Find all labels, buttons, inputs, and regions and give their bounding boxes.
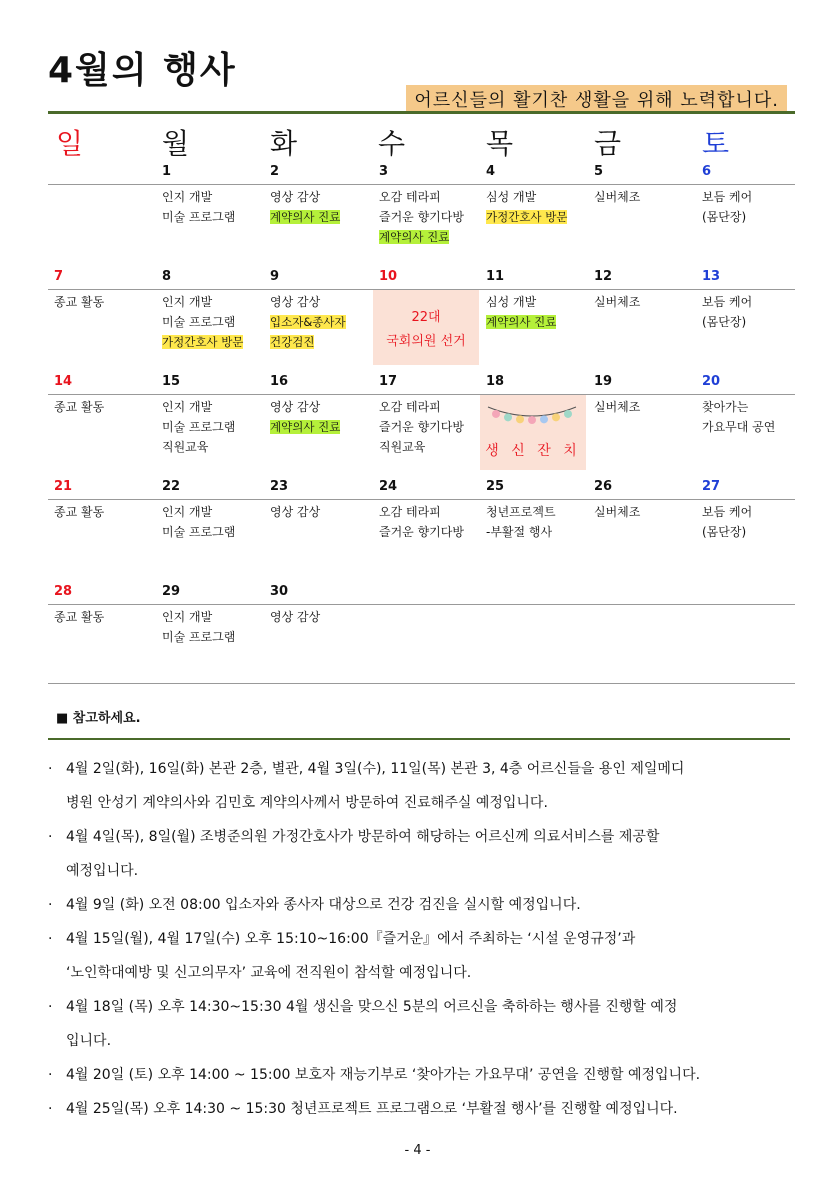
note-line	[48, 1058, 793, 1092]
weekday-2: 화	[270, 127, 298, 160]
bullet-icon: ·	[48, 999, 53, 1015]
activity-text: 영상 감상	[270, 295, 321, 309]
day-number: 1	[162, 164, 172, 179]
activity-item	[270, 187, 340, 207]
weekday-3: 수	[378, 127, 406, 160]
activity-text: 오감 테라피	[379, 190, 441, 204]
day-number: 6	[702, 164, 712, 179]
day-cell	[48, 475, 154, 575]
activity-item	[162, 332, 243, 352]
activity-item	[162, 292, 243, 312]
activity-list	[162, 187, 235, 227]
reference-heading: ■ 참고하세요.	[56, 711, 141, 726]
activity-item	[270, 502, 320, 522]
activity-item	[594, 187, 640, 207]
activity-list	[702, 502, 752, 542]
day-number: 11	[486, 269, 505, 284]
calendar-week	[48, 370, 795, 470]
activity-text: 찾아가는	[702, 400, 749, 414]
activity-item	[486, 522, 556, 542]
activity-list	[379, 397, 464, 457]
activity-text: 실버체조	[594, 190, 641, 204]
activity-text: (몸단장)	[702, 315, 747, 329]
activity-text: 인지 개발	[162, 295, 213, 309]
day-number: 17	[379, 374, 398, 389]
day-number: 27	[702, 479, 721, 494]
activity-text: 심성 개발	[486, 190, 537, 204]
activity-text: 가정간호사 방문	[486, 210, 568, 224]
day-number: 18	[486, 374, 505, 389]
day-number: 4	[486, 164, 496, 179]
activity-text: 종교 활동	[54, 400, 105, 414]
day-cell	[373, 475, 479, 575]
note-line	[48, 752, 793, 786]
activity-text: 영상 감상	[270, 190, 321, 204]
activity-list	[162, 292, 243, 352]
note-text: 예정입니다.	[66, 863, 139, 879]
day-cell	[480, 370, 586, 470]
activity-text: 직원교육	[379, 440, 426, 454]
bullet-icon: ·	[48, 761, 53, 777]
day-cell	[480, 475, 586, 575]
day-cell	[480, 580, 586, 680]
day-number: 30	[270, 584, 289, 599]
activity-item	[702, 207, 752, 227]
activity-text: 즐거운 향기다방	[379, 420, 464, 434]
day-number: 15	[162, 374, 181, 389]
activity-list	[702, 292, 752, 332]
day-cell	[588, 160, 694, 260]
activity-list	[594, 187, 640, 207]
activity-text: 즐거운 향기다방	[379, 525, 464, 539]
activity-item	[702, 417, 775, 437]
note-text: 4월 18일 (목) 오후 14:30~15:30 4월 생신을 맞으신 5분의 어르신을 축하하는 행사를 진행할 예정	[66, 999, 678, 1015]
weekday-6: 토	[702, 127, 730, 160]
activity-text: 미술 프로그램	[162, 630, 236, 644]
weekday-0: 일	[56, 127, 84, 160]
activity-text: 인지 개발	[162, 400, 213, 414]
bullet-icon: ·	[48, 1101, 53, 1117]
activity-item	[162, 437, 235, 457]
note-text: 4월 20일 (토) 오후 14:00 ~ 15:00 보호자 재능기부로 ‘찾아가는 가요무대’ 공연을 진행할 예정입니다.	[66, 1067, 701, 1083]
day-cell	[264, 370, 370, 470]
day-cell	[373, 370, 479, 470]
activity-item	[379, 187, 464, 207]
note-text: 4월 2일(화), 16일(화) 본관 2층, 별관, 4월 3일(수), 11일(목) 본관 3, 4층 어르신들을 용인 제일메디	[66, 761, 685, 777]
election-line: 22대	[411, 310, 441, 325]
day-number: 19	[594, 374, 613, 389]
calendar-week	[48, 580, 795, 680]
activity-item	[162, 312, 243, 332]
day-cell	[156, 265, 262, 365]
activity-item	[379, 227, 464, 247]
note-text: 4월 4일(목), 8일(월) 조병준의원 가정간호사가 방문하여 해당하는 어르신께 의료서비스를 제공할	[66, 829, 660, 845]
activity-list	[54, 502, 104, 522]
day-number: 12	[594, 269, 613, 284]
day-number: 3	[379, 164, 389, 179]
day-cell	[480, 265, 586, 365]
activity-text: 가요무대 공연	[702, 420, 776, 434]
activity-list	[162, 502, 235, 542]
weekday-5: 금	[594, 127, 622, 160]
activity-list	[54, 397, 104, 417]
activity-list	[594, 292, 640, 312]
garland-bulb	[552, 413, 560, 421]
activity-item	[486, 292, 556, 312]
activity-item	[162, 502, 235, 522]
day-cell	[373, 265, 479, 365]
bullet-icon: ·	[48, 897, 53, 913]
activity-item	[702, 312, 752, 332]
activity-text: 인지 개발	[162, 505, 213, 519]
activity-list	[594, 502, 640, 522]
activity-item	[702, 292, 752, 312]
activity-item	[162, 397, 235, 417]
day-number: 9	[270, 269, 280, 284]
activity-text: 심성 개발	[486, 295, 537, 309]
day-cell	[696, 160, 802, 260]
activity-text: 미술 프로그램	[162, 420, 236, 434]
note-text: 4월 15일(월), 4월 17일(수) 오후 15:10~16:00『즐거운』에서 주최하는 ‘시설 운영규정’과	[66, 931, 636, 947]
bullet-icon: ·	[48, 931, 53, 947]
activity-text: 계약의사 진료	[379, 230, 450, 244]
activity-list	[594, 397, 640, 417]
activity-item	[379, 437, 464, 457]
activity-text: 보듬 케어	[702, 505, 753, 519]
note-text: 입니다.	[66, 1033, 112, 1049]
day-number: 23	[270, 479, 289, 494]
activity-list	[162, 397, 235, 457]
reference-divider	[48, 738, 790, 740]
garland-bulb	[540, 415, 548, 423]
activity-text: 미술 프로그램	[162, 525, 236, 539]
day-cell	[156, 475, 262, 575]
activity-text: 입소자&종사자	[270, 315, 346, 329]
activity-item	[162, 417, 235, 437]
day-number: 21	[54, 479, 73, 494]
activity-list	[270, 502, 320, 522]
day-number: 25	[486, 479, 505, 494]
day-cell	[588, 370, 694, 470]
activity-text: 실버체조	[594, 505, 641, 519]
bullet-icon: ·	[48, 829, 53, 845]
activity-item	[270, 292, 346, 312]
bullet-icon: ·	[48, 1067, 53, 1083]
activity-item	[594, 292, 640, 312]
activity-item	[379, 522, 464, 542]
election-label	[373, 306, 479, 354]
activity-list	[486, 292, 556, 332]
weekday-header	[48, 122, 795, 162]
activity-list	[379, 187, 464, 247]
activity-item	[702, 187, 752, 207]
activity-item	[270, 397, 340, 417]
calendar-bottom-rule	[48, 683, 795, 684]
day-number: 20	[702, 374, 721, 389]
activity-list	[270, 187, 340, 227]
activity-text: 오감 테라피	[379, 505, 441, 519]
activity-text: 인지 개발	[162, 610, 213, 624]
weekday-1: 월	[162, 127, 190, 160]
activity-list	[702, 397, 775, 437]
event-box-election	[373, 290, 479, 365]
weekday-4: 목	[486, 127, 514, 160]
activity-item	[54, 397, 104, 417]
activity-item	[702, 502, 752, 522]
activity-text: 가정간호사 방문	[162, 335, 244, 349]
note-line	[48, 854, 793, 888]
calendar-week	[48, 475, 795, 575]
activity-text: 오감 테라피	[379, 400, 441, 414]
notes-list	[48, 752, 793, 1126]
day-number: 8	[162, 269, 172, 284]
activity-list	[486, 502, 556, 542]
activity-item	[486, 187, 567, 207]
note-text: 4월 25일(목) 오후 14:30 ~ 15:30 청년프로젝트 프로그램으로 ‘부활절 행사’를 진행할 예정입니다.	[66, 1101, 678, 1117]
activity-text: 계약의사 진료	[486, 315, 557, 329]
note-text: 병원 안성기 계약의사와 김민호 계약의사께서 방문하여 진료해주실 예정입니다.	[66, 795, 548, 811]
activity-text: 보듬 케어	[702, 295, 753, 309]
slogan-banner: 어르신들의 활기찬 생활을 위해 노력합니다.	[406, 85, 787, 114]
activity-item	[270, 607, 320, 627]
activity-list	[379, 502, 464, 542]
note-line	[48, 820, 793, 854]
activity-item	[379, 397, 464, 417]
activity-text: 영상 감상	[270, 610, 321, 624]
activity-item	[54, 292, 104, 312]
activity-text: 영상 감상	[270, 505, 321, 519]
activity-item	[54, 607, 104, 627]
page-number: - 4 -	[404, 1143, 431, 1158]
note-line	[48, 786, 793, 820]
day-number: 2	[270, 164, 280, 179]
activity-text: 직원교육	[162, 440, 209, 454]
activity-item	[594, 397, 640, 417]
day-cell	[48, 580, 154, 680]
garland-bulb	[504, 413, 512, 421]
activity-list	[54, 607, 104, 627]
activity-text: 즐거운 향기다방	[379, 210, 464, 224]
note-line	[48, 990, 793, 1024]
activity-text: (몸단장)	[702, 210, 747, 224]
day-cell	[373, 160, 479, 260]
activity-item	[702, 522, 752, 542]
day-number: 10	[379, 269, 398, 284]
day-cell	[696, 265, 802, 365]
activity-item	[270, 332, 346, 352]
note-text: 4월 9일 (화) 오전 08:00 입소자와 종사자 대상으로 건강 검진을 실시할 예정입니다.	[66, 897, 581, 913]
activity-item	[486, 312, 556, 332]
activity-item	[162, 187, 235, 207]
day-cell	[588, 580, 694, 680]
activity-text: 미술 프로그램	[162, 210, 236, 224]
note-text: ‘노인학대예방 및 신고의무자’ 교육에 전직원이 참석할 예정입니다.	[66, 965, 472, 981]
note-line	[48, 1024, 793, 1058]
activity-item	[379, 207, 464, 227]
day-number: 24	[379, 479, 398, 494]
activity-text: 인지 개발	[162, 190, 213, 204]
activity-text: 실버체조	[594, 295, 641, 309]
activity-list	[702, 187, 752, 227]
garland-bulb	[492, 410, 500, 418]
activity-text: 종교 활동	[54, 610, 105, 624]
event-box-birthday	[480, 395, 586, 470]
garland-bulb	[528, 416, 536, 424]
activity-item	[270, 312, 346, 332]
activity-text: 실버체조	[594, 400, 641, 414]
day-cell	[156, 370, 262, 470]
activity-text: 종교 활동	[54, 505, 105, 519]
activity-text: -부활절 행사	[486, 525, 553, 539]
calendar-week	[48, 160, 795, 260]
day-number: 13	[702, 269, 721, 284]
day-cell	[156, 580, 262, 680]
activity-item	[486, 207, 567, 227]
activity-item	[162, 627, 235, 647]
day-number: 26	[594, 479, 613, 494]
activity-text: 종교 활동	[54, 295, 105, 309]
activity-list	[270, 397, 340, 437]
day-cell	[264, 475, 370, 575]
activity-list	[54, 292, 104, 312]
day-cell	[696, 580, 802, 680]
activity-text: 미술 프로그램	[162, 315, 236, 329]
activity-text: 보듬 케어	[702, 190, 753, 204]
activity-text: 계약의사 진료	[270, 420, 341, 434]
activity-item	[162, 207, 235, 227]
day-cell	[696, 475, 802, 575]
activity-list	[162, 607, 235, 647]
header-divider	[48, 111, 795, 114]
day-number: 22	[162, 479, 181, 494]
day-cell	[48, 370, 154, 470]
garland-bulb	[516, 415, 524, 423]
note-line	[48, 888, 793, 922]
activity-item	[270, 207, 340, 227]
day-cell	[48, 160, 154, 260]
garland-bulb	[564, 410, 572, 418]
note-line	[48, 956, 793, 990]
note-line	[48, 922, 793, 956]
day-cell	[264, 580, 370, 680]
activity-item	[379, 502, 464, 522]
activity-list	[270, 607, 320, 627]
election-line: 국회의원 선거	[386, 334, 466, 349]
activity-text: 계약의사 진료	[270, 210, 341, 224]
day-number: 14	[54, 374, 73, 389]
day-cell	[156, 160, 262, 260]
day-number: 28	[54, 584, 73, 599]
day-cell	[264, 160, 370, 260]
garland-icon	[486, 403, 578, 429]
activity-text: 청년프로젝트	[486, 505, 556, 519]
activity-item	[162, 522, 235, 542]
activity-item	[486, 502, 556, 522]
day-number: 16	[270, 374, 289, 389]
activity-item	[54, 502, 104, 522]
day-number: 29	[162, 584, 181, 599]
activity-item	[270, 417, 340, 437]
day-number: 7	[54, 269, 64, 284]
activity-item	[594, 502, 640, 522]
activity-item	[702, 397, 775, 417]
day-cell	[48, 265, 154, 365]
day-number: 5	[594, 164, 604, 179]
day-cell	[588, 475, 694, 575]
activity-list	[270, 292, 346, 352]
page-title: 4월의 행사	[48, 50, 237, 91]
birthday-label: 생 신 잔 치	[485, 443, 581, 459]
note-line	[48, 1092, 793, 1126]
day-cell	[373, 580, 479, 680]
activity-item	[379, 417, 464, 437]
day-cell	[588, 265, 694, 365]
activity-item	[162, 607, 235, 627]
day-cell	[264, 265, 370, 365]
activity-text: (몸단장)	[702, 525, 747, 539]
day-cell	[696, 370, 802, 470]
activity-text: 건강검진	[270, 335, 315, 349]
activity-text: 영상 감상	[270, 400, 321, 414]
activity-list	[486, 187, 567, 227]
day-cell	[480, 160, 586, 260]
calendar-week	[48, 265, 795, 365]
